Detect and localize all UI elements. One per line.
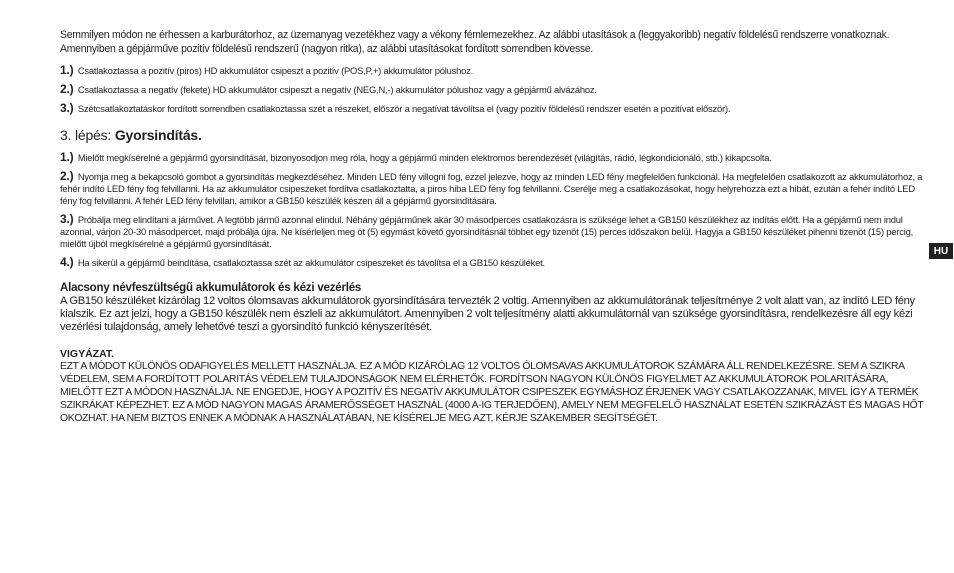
step-text: Próbálja meg elindítani a járművet. A legtöbb jármű azonnal elindul. Néhány gépjárműnek akár 30 másodperces csatlakozásra is szüksége lehet a GB150 készülékhez az indítás előtt. Ha a gépjármű nem indul azonnal, várjon 20-30 másodpercet, majd próbálja újra. Ne kísérleljen meg öt (5) egymást követő gyorsindításnál többet egy tizenöt (15) perces időszakon belül. Hagyja a GB150 készüléket pihenni tizenöt (15) percig, mielőtt újból megkísérelné a gépjármű gyorsindítását. bbox=[60, 214, 914, 249]
step-3 bbox=[60, 213, 926, 250]
heading-title: Gyorsindítás. bbox=[114, 127, 202, 143]
step-2 bbox=[60, 83, 926, 96]
step-1 bbox=[60, 64, 926, 77]
jumpstart-steps bbox=[60, 151, 926, 269]
step-number: 1.) bbox=[60, 150, 74, 164]
heading-prefix: 3. lépés: bbox=[60, 127, 115, 143]
step-number: 1.) bbox=[60, 63, 74, 77]
step-text: Nyomja meg a bekapcsoló gombot a gyorsindítás megkezdéséhez. Minden LED fény villogni fog, ezzel jelezve, hogy az minden LED fény megfelelően funkcionál. Ha megfelelően csatlakozott az akkumulátorhoz, a fehér indító LED fény fog felvillanni. Ha az akkumulátor csipeszeket fordítva csatlakoztatta, a piros hiba LED fény fog felvillanni. Cserélje meg a csatlakozásokat, hogy helyrehozza ezt a hibát, ezután a fehér indító LED fény fog felvillanni. A fehér LED fény felvillan, amikor a GB150 készülék készen áll a gépjármű gyorsindítására. bbox=[60, 171, 923, 206]
step-number: 4.) bbox=[60, 255, 74, 269]
step-number: 3.) bbox=[60, 101, 74, 115]
connection-steps bbox=[60, 64, 926, 115]
step-number: 3.) bbox=[60, 212, 74, 226]
warning-title: VIGYÁZAT. bbox=[60, 348, 115, 360]
step-text: Csatlakoztassa a negatív (fekete) HD akkumulátor csipeszt a negatív (NEG,N,-) akkumulátor pólushoz vagy a gépjármű alvázához. bbox=[77, 84, 597, 95]
step-text: Mielőtt megkísérelné a gépjármű gyorsindítását, bizonyosodjon meg róla, hogy a gépjármű minden elektromos berendezését (világítás, rádió, légkondicionáló, stb.) kikapcsolta. bbox=[77, 152, 772, 163]
warning-paragraph: EZT A MÓDOT KÜLÖNÖS ODAFIGYELÉS MELLETT HASZNÁLJA. EZ A MÓD KIZÁRÓLAG 12 VOLTOS ÓLOMSAVAS AKKUMULÁTOROK SZÁMÁRA ÁLL RENDELKEZÉSRE. SEM A SZIKRA VÉDELEM, SEM A FORDÍTOTT POLARITÁS VÉDELEM TULAJDONSÁGOK NEM ELÉRHETŐK. FORDÍTSON NAGYON KÜLÖNÖS FIGYELMET AZ AKKUMULÁTOROK POLARITÁSÁRA, MIELŐTT EZT A MÓDON HASZNÁLJA. NE ENGEDJE, HOGY A POZITÍV ÉS NEGATÍV AKKUMULÁTOR CSIPESZEK EGYMÁSHOZ ÉRJENEK VAGY CSATLAKOZZANAK, MIVEL ÍGY A TERMÉK SZIKRÁKAT KÉPEZHET. EZ A MÓD NAGYON MAGAS ÁRAMERŐSSÉGET HASZNÁL (4000 A-IG TERJEDŐEN), AMELY NEM MEGFELELŐ HASZNÁLAT ESETÉN SZIKRÁZÁST ÉS MAGAS HŐT OKOZHAT. HA NEM BIZTOS ENNEK A MÓDNAK A HASZNÁLATÁBAN, NE KÍSÉRELJE MEG AZT, KÉRJE SZAKEMBER SEGÍTSÉGÉT. bbox=[60, 361, 924, 424]
step-text: Szétcsatlakoztatáskor fordított sorrendben csatlakoztassa szét a részeket, először a negatívat távolítsa el (vagy pozitív földelésű rendszer esetén a pozitívat először). bbox=[77, 103, 731, 114]
low-voltage-title: Alacsony névfeszültségű akkumulátorok és kézi vezérlés bbox=[60, 282, 362, 294]
low-voltage-paragraph: A GB150 készüléket kizárólag 12 voltos ólomsavas akkumulátorok gyorsindítására tervezték 2 voltig. Amennyiben az akkumulátorának teljesítménye 2 volt alatt van, az indító LED fény kialszik. Ez azt jelzi, hogy a GB150 készülék nem észleli az akkumulátort. Amennyiben 2 volt teljesítmény alatti akkumulátornál van szüksége gyorsindításra, rendelkezésre áll egy kézi vezérlési tulajdonság, amely lehetővé teszi a gyorsindító funkció kényszerítését. bbox=[60, 295, 915, 333]
step-3 bbox=[60, 102, 926, 115]
step-1 bbox=[60, 151, 926, 164]
step-number: 2.) bbox=[60, 169, 74, 183]
intro-paragraph: Semmilyen módon ne érhessen a karburátorhoz, az üzemanyag vezetékhez vagy a vékony fémlemezekhez. Az alábbi utasítások a (leggyakoribb) negatív földelésű rendszerre vonatkoznak. Amennyiben a gépjárműve pozitív földelésű rendszerű (nagyon ritka), az alábbi utasításokat fordított sorrendben kövesse. bbox=[60, 29, 890, 55]
step-text: Ha sikerül a gépjármű beindítása, csatlakoztassa szét az akkumulátor csipeszeket és távolítsa el a GB150 készüléket. bbox=[77, 257, 545, 268]
step-number: 2.) bbox=[60, 82, 74, 96]
language-badge: HU bbox=[929, 243, 953, 259]
step-4 bbox=[60, 256, 926, 269]
section-heading bbox=[60, 127, 926, 143]
step-2 bbox=[60, 170, 926, 207]
document-page bbox=[60, 28, 926, 425]
step-text: Csatlakoztassa a pozitív (piros) HD akkumulátor csipeszt a pozitív (POS,P,+) akkumulátor pólushoz. bbox=[77, 65, 474, 76]
